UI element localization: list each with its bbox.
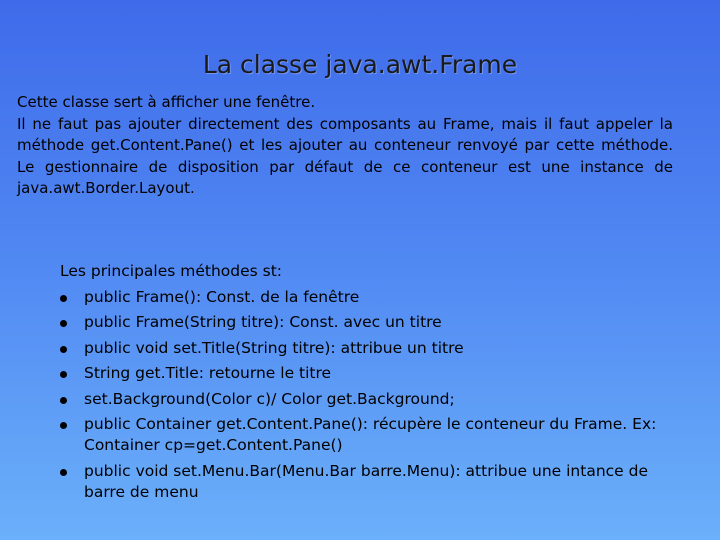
list-item — [60, 387, 680, 413]
slide-title: La classe java.awt.Frame — [202, 50, 518, 79]
list-item-text: public Container get.Content.Pane(): récupère le conteneur du Frame. Ex: Container cp=get.Content.Pane() — [84, 415, 657, 454]
methods-list — [60, 285, 680, 507]
list-item-text: public Frame(String titre): Const. avec un titre — [84, 313, 442, 331]
methods-section — [60, 259, 680, 506]
list-item-text: set.Background(Color c)/ Color get.Background; — [84, 389, 455, 408]
bullet-icon — [60, 469, 67, 476]
list-item — [60, 285, 680, 311]
list-item-text: public Frame(): Const. de la fenêtre — [84, 287, 360, 306]
intro-text — [17, 92, 673, 200]
methods-heading: Les principales méthodes st: — [60, 262, 283, 280]
list-item — [60, 412, 680, 459]
bullet-icon — [60, 371, 67, 378]
bullet-icon — [60, 397, 67, 404]
intro-paragraph: Il ne faut pas ajouter directement des composants au Frame, mais il faut appeler la méthode get.Content.Pane() et les ajouter au conteneur renvoyé par cette méthode. Le gestionnaire de disposition par défaut de ce conteneur est une instance de java.awt.Border.Layout. — [17, 114, 673, 197]
list-item-text: public void set.Menu.Bar(Menu.Bar barre.Menu): attribue une intance de barre de menu — [84, 462, 649, 501]
list-item-text: public void set.Title(String titre): attribue un titre — [84, 338, 464, 357]
list-item — [60, 361, 680, 387]
bullet-icon — [60, 346, 67, 353]
list-item — [60, 336, 680, 362]
bullet-icon — [60, 422, 67, 429]
list-item — [60, 310, 680, 336]
list-item-text: String get.Title: retourne le titre — [84, 364, 332, 382]
bullet-icon — [60, 320, 67, 327]
list-item — [60, 459, 680, 506]
intro-line: Cette classe sert à afficher une fenêtre. — [17, 93, 316, 111]
bullet-icon — [60, 295, 67, 302]
